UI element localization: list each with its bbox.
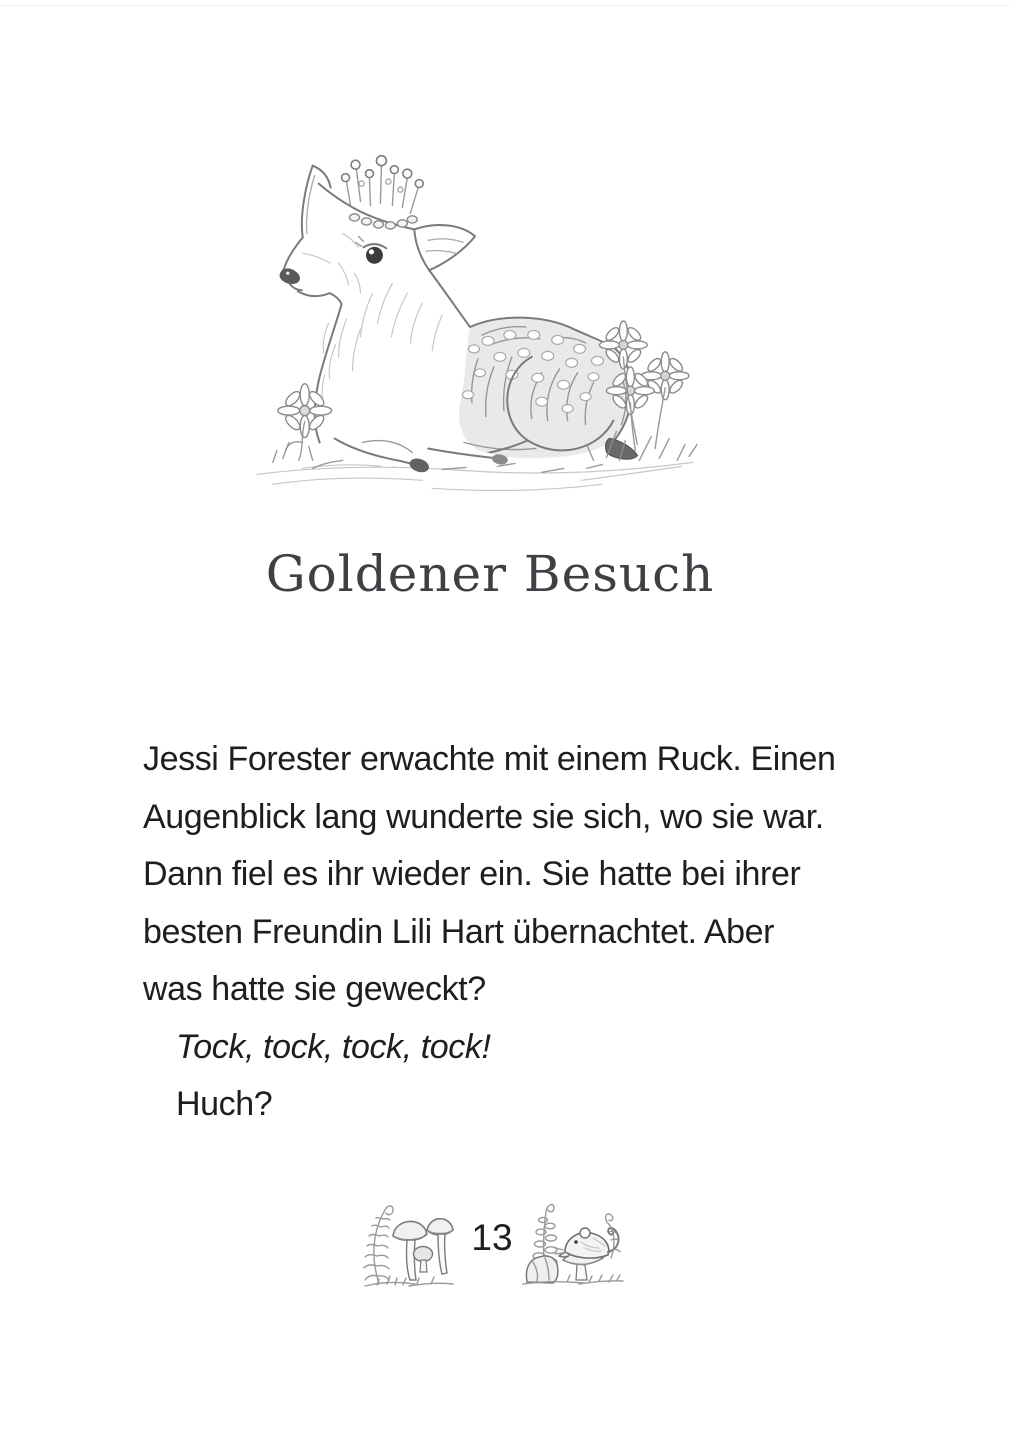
body-text-block xyxy=(143,731,883,1134)
body-text-line: Dann fiel es ihr wieder ein. Sie hatte bei ihrer xyxy=(143,855,801,893)
fawn-nose xyxy=(280,268,300,284)
body-text-line: was hatte sie geweckt? xyxy=(143,970,486,1008)
reaction-line: Huch? xyxy=(176,1085,273,1123)
rock xyxy=(526,1256,558,1283)
sound-effect-line: Tock, tock, tock, tock! xyxy=(176,1027,491,1066)
body-text-line: besten Freundin Lili Hart übernachtet. Aber xyxy=(143,912,775,951)
mushroom-medium xyxy=(427,1219,453,1274)
chapter-title: Goldener Besuch xyxy=(265,545,715,603)
fern-mouse-sketch-svg xyxy=(519,1192,627,1296)
page-number: 13 xyxy=(471,1217,513,1258)
mushroom-small xyxy=(414,1247,433,1273)
crowned-fawn-illustration xyxy=(243,142,711,504)
crowned-fawn-sketch-svg xyxy=(243,142,711,504)
page-top-edge xyxy=(0,5,1010,6)
fawn-eye xyxy=(366,247,383,264)
fawn-crown xyxy=(342,156,424,229)
fern-mushrooms-illustration xyxy=(357,1196,463,1296)
fern-mushrooms-sketch-svg xyxy=(357,1196,463,1296)
body-text-line: Augenblick lang wunderte sie sich, wo sie war. xyxy=(143,797,824,836)
body-text-line: Jessi Forester erwachte mit einem Ruck. Einen xyxy=(143,740,836,778)
fern-mouse-illustration xyxy=(519,1192,627,1296)
